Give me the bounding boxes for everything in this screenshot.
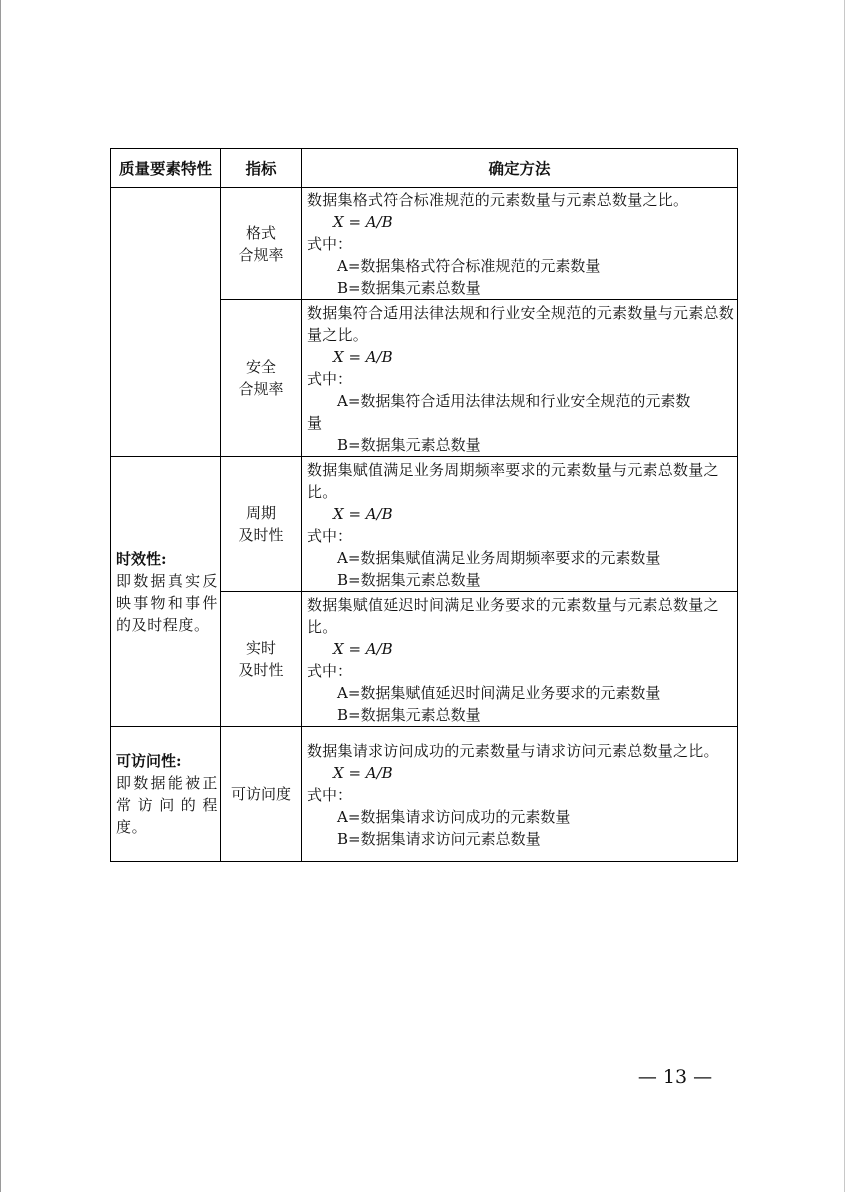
table-row [111,188,738,300]
metric-name-line: 合规率 [238,245,284,264]
page-number: — 13 — [637,1066,713,1088]
metric-cell [221,457,302,592]
method-formula: X = A/B [333,763,393,782]
table-header-row [111,149,738,188]
method-var-a: A=数据集请求访问成功的元素数量 [337,807,571,826]
header-metric: 指标 [221,149,302,188]
method-var-b: B=数据集请求访问元素总数量 [337,829,541,848]
method-where-label: 式中： [307,526,353,545]
method-var-b: B=数据集元素总数量 [337,705,481,724]
method-formula: X = A/B [333,504,393,523]
method-cell [302,300,738,457]
feature-description: 即数据真实反映事物和事件的及时程度。 [116,571,218,634]
metric-name-line: 实时 [245,639,276,657]
method-var-a: A=数据集格式符合标准规范的元素数量 [337,257,601,275]
method-var-b: B=数据集元素总数量 [337,570,481,589]
metric-cell [221,727,302,862]
method-formula: X = A/B [333,213,393,231]
header-method: 确定方法 [302,149,738,188]
method-cell [302,592,738,727]
feature-name: 可访问性: [116,752,182,770]
method-cell [302,727,738,862]
metric-name-line: 安全 [245,358,276,376]
method-description: 数据集格式符合标准规范的元素数量与元素总数量之比。 [307,191,689,209]
method-formula: X = A/B [333,639,393,658]
method-description: 数据集赋值满足业务周期频率要求的元素数量与元素总数量之比。 [307,460,719,501]
feature-name: 时效性: [116,549,167,568]
method-var-b: B=数据集元素总数量 [337,279,481,297]
feature-description: 即数据能被正常访问的程度。 [116,774,218,836]
metric-name-line: 及时性 [238,526,284,544]
method-cell [302,188,738,300]
feature-cell [111,457,221,727]
metric-cell [221,592,302,727]
method-var-a: A=数据集符合适用法律法规和行业安全规范的元素数 [337,391,691,410]
metric-cell [221,300,302,457]
header-feature: 质量要素特性 [111,149,221,188]
feature-cell [111,188,221,457]
method-where-label: 式中： [307,785,353,804]
metric-name-line: 周期 [245,504,276,522]
metric-name-line: 合规率 [238,380,284,398]
quality-metrics-table [110,148,738,862]
method-description: 数据集符合适用法律法规和行业安全规范的元素数量与元素总数量之比。 [307,303,735,344]
method-where-label: 式中： [307,235,353,253]
metric-name-line: 及时性 [238,661,284,679]
feature-cell [111,727,221,862]
page-edge-left [0,0,1,1192]
metric-name-line: 格式 [245,223,276,242]
method-where-label: 式中： [307,369,353,388]
method-var-a: A=数据集赋值满足业务周期频率要求的元素数量 [337,548,661,567]
method-var-a-continued: 量 [307,413,323,432]
method-where-label: 式中： [307,661,353,680]
table-row [111,727,738,862]
metric-name-line: 可访问度 [230,785,291,803]
metric-cell [221,188,302,300]
method-var-a: A=数据集赋值延迟时间满足业务要求的元素数量 [337,683,661,702]
method-formula: X = A/B [333,347,393,366]
method-cell [302,457,738,592]
method-description: 数据集请求访问成功的元素数量与请求访问元素总数量之比。 [307,741,719,760]
method-var-b: B=数据集元素总数量 [337,435,481,454]
method-description: 数据集赋值延迟时间满足业务要求的元素数量与元素总数量之比。 [307,595,719,636]
table-row [111,457,738,592]
